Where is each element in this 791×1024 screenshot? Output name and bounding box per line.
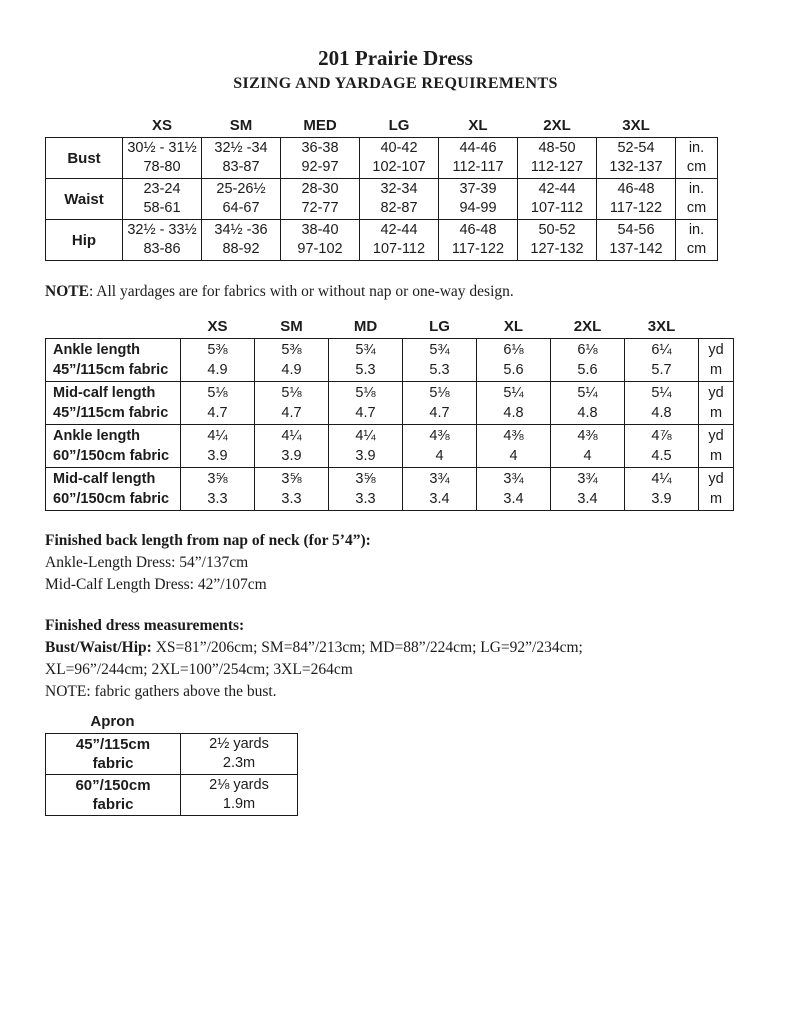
yardage-header-row (46, 318, 734, 339)
header-spacer (46, 117, 123, 138)
yardage-cell: 6⅛ 5.6 (477, 339, 551, 382)
size-cell: 42-44 107-112 (360, 220, 439, 261)
apron-table (45, 733, 298, 816)
nap-note-label: NOTE (45, 283, 89, 300)
yardage-cell: 3⅝ 3.3 (329, 468, 403, 511)
yardage-cell: 4¼ 3.9 (625, 468, 699, 511)
unit-cell: in. cm (676, 179, 718, 220)
yardage-cell: 5⅛ 4.7 (403, 382, 477, 425)
table-row (46, 138, 718, 179)
body-measurements-table (45, 117, 718, 261)
finished-measurements-values1: XS=81”/206cm; SM=84”/213cm; MD=88”/224cm; LG=92”/234cm; (151, 639, 583, 656)
row-label-waist: Waist (46, 179, 123, 220)
column-header-lg: LG (429, 318, 450, 335)
finished-measurements-section (45, 615, 791, 703)
size-cell: 38-40 97-102 (281, 220, 360, 261)
size-cell: 36-38 92-97 (281, 138, 360, 179)
yardage-cell: 3¾ 3.4 (403, 468, 477, 511)
size-cell: 40-42 102-107 (360, 138, 439, 179)
yardage-cell: 3⅝ 3.3 (181, 468, 255, 511)
table-row (46, 220, 718, 261)
row-label-hip: Hip (46, 220, 123, 261)
yardage-cell: 5⅛ 4.7 (255, 382, 329, 425)
size-cell: 52-54 132-137 (597, 138, 676, 179)
yardage-cell: 6¼ 5.7 (625, 339, 699, 382)
apron-title: Apron (90, 713, 135, 730)
row-label-bust: Bust (46, 138, 123, 179)
nap-note-text: : All yardages are for fabrics with or without nap or one-way design. (88, 283, 514, 300)
page-title: 201 Prairie Dress (318, 46, 473, 70)
table-row (46, 775, 298, 816)
column-header-3xl: 3XL (622, 117, 650, 134)
unit-cell: yd m (699, 468, 734, 511)
yardage-cell: 5⅛ 4.7 (181, 382, 255, 425)
yardage-cell: 5¾ 5.3 (403, 339, 477, 382)
size-cell: 46-48 117-122 (439, 220, 518, 261)
column-header-xl: XL (503, 318, 524, 335)
table-row (46, 425, 734, 468)
yardage-cell: 5¼ 4.8 (625, 382, 699, 425)
back-length-section (45, 530, 791, 596)
yardage-cell: 3⅝ 3.3 (255, 468, 329, 511)
yardage-cell: 5⅜ 4.9 (181, 339, 255, 382)
yardage-table (45, 318, 734, 511)
back-length-midcalf: Mid-Calf Length Dress: 42”/107cm (45, 576, 267, 593)
yardage-cell: 5⅜ 4.9 (255, 339, 329, 382)
yardage-cell: 5¼ 4.8 (477, 382, 551, 425)
column-header-xs: XS (207, 318, 228, 335)
page-subtitle: SIZING AND YARDAGE REQUIREMENTS (233, 75, 558, 92)
size-cell: 34½ -36 88-92 (202, 220, 281, 261)
size-cell: 44-46 112-117 (439, 138, 518, 179)
yardage-cell: 5⅛ 4.7 (329, 382, 403, 425)
size-cell: 46-48 117-122 (597, 179, 676, 220)
back-length-heading: Finished back length from nap of neck (for 5’4”): (45, 532, 371, 549)
yardage-cell: 4¼ 3.9 (181, 425, 255, 468)
size-cell: 48-50 112-127 (518, 138, 597, 179)
column-header-2xl: 2XL (573, 318, 602, 335)
yardage-cell: 4¼ 3.9 (255, 425, 329, 468)
unit-cell: in. cm (676, 138, 718, 179)
apron-row-label: 60”/150cm fabric (46, 775, 181, 816)
size-header-row (46, 117, 718, 138)
apron-yardage-cell: 2⅛ yards 1.9m (181, 775, 298, 816)
column-header-lg: LG (388, 117, 410, 134)
table-row (46, 468, 734, 511)
unit-cell: yd m (699, 339, 734, 382)
column-header-2xl: 2XL (543, 117, 571, 134)
column-header-xl: XL (468, 117, 488, 134)
unit-cell: in. cm (676, 220, 718, 261)
size-cell: 54-56 137-142 (597, 220, 676, 261)
header-spacer (699, 318, 734, 339)
size-cell: 32½ - 33½ 83-86 (123, 220, 202, 261)
yardage-row-label: Mid-calf length 60”/150cm fabric (46, 468, 181, 511)
size-cell: 30½ - 31½ 78-80 (123, 138, 202, 179)
yardage-cell: 5¾ 5.3 (329, 339, 403, 382)
yardage-cell: 4⅜ 4 (551, 425, 625, 468)
yardage-cell: 4¼ 3.9 (329, 425, 403, 468)
finished-measurements-line1 (45, 637, 791, 659)
size-cell: 42-44 107-112 (518, 179, 597, 220)
column-header-3xl: 3XL (647, 318, 676, 335)
back-length-ankle: Ankle-Length Dress: 54”/137cm (45, 554, 249, 571)
size-cell: 23-24 58-61 (123, 179, 202, 220)
size-cell: 25-26½ 64-67 (202, 179, 281, 220)
column-header-sm: SM (229, 117, 253, 134)
yardage-cell: 5¼ 4.8 (551, 382, 625, 425)
table-row (46, 734, 298, 775)
unit-cell: yd m (699, 382, 734, 425)
yardage-cell: 4⅜ 4 (477, 425, 551, 468)
column-header-md: MD (353, 318, 378, 335)
header-spacer (46, 318, 181, 339)
unit-cell: yd m (699, 425, 734, 468)
table-row (46, 179, 718, 220)
finished-measurements-heading: Finished dress measurements: (45, 617, 245, 634)
yardage-cell: 3¾ 3.4 (477, 468, 551, 511)
size-cell: 50-52 127-132 (518, 220, 597, 261)
finished-measurements-line2: XL=96”/244cm; 2XL=100”/254cm; 3XL=264cm (45, 661, 353, 678)
gather-note: NOTE: fabric gathers above the bust. (45, 683, 277, 700)
yardage-row-label: Ankle length 45”/115cm fabric (46, 339, 181, 382)
column-header-xs: XS (151, 117, 172, 134)
yardage-row-label: Mid-calf length 45”/115cm fabric (46, 382, 181, 425)
size-cell: 37-39 94-99 (439, 179, 518, 220)
size-cell: 32-34 82-87 (360, 179, 439, 220)
yardage-cell: 6⅛ 5.6 (551, 339, 625, 382)
size-cell: 32½ -34 83-87 (202, 138, 281, 179)
table-row (46, 382, 734, 425)
apron-yardage-cell: 2½ yards 2.3m (181, 734, 298, 775)
apron-row-label: 45”/115cm fabric (46, 734, 181, 775)
table-row (46, 339, 734, 382)
yardage-cell: 3¾ 3.4 (551, 468, 625, 511)
column-header-sm: SM (280, 318, 303, 335)
size-cell: 28-30 72-77 (281, 179, 360, 220)
bust-waist-hip-label: Bust/Waist/Hip: (45, 639, 152, 656)
header-spacer (676, 117, 718, 138)
yardage-row-label: Ankle length 60”/150cm fabric (46, 425, 181, 468)
column-header-med: MED (303, 117, 337, 134)
yardage-cell: 4⅞ 4.5 (625, 425, 699, 468)
yardage-cell: 4⅜ 4 (403, 425, 477, 468)
nap-note (45, 282, 791, 302)
